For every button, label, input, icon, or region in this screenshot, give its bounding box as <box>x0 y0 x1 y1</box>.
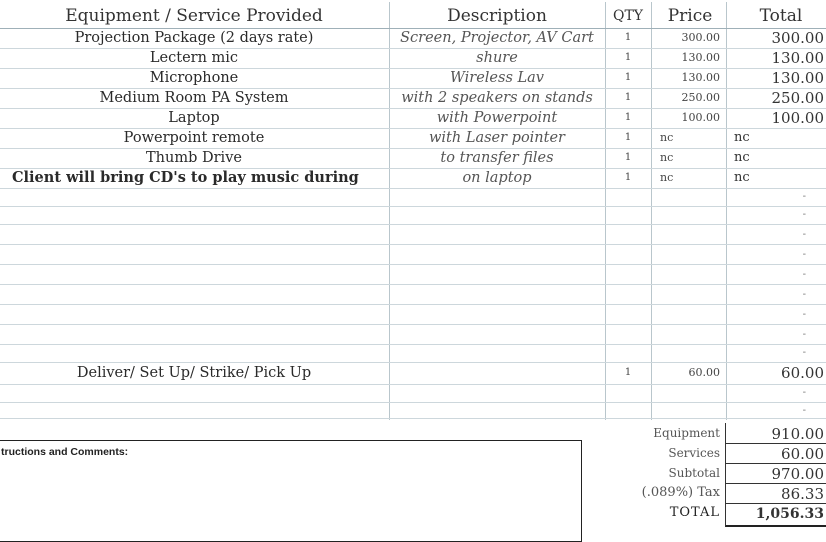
qty-cell: 1 <box>624 72 632 83</box>
description-cell: on laptop <box>462 170 532 186</box>
description-cell: with Powerpoint <box>436 110 558 126</box>
price-cell: nc <box>660 171 674 184</box>
price-cell: nc <box>660 131 674 144</box>
description-cell: shure <box>476 50 518 66</box>
total-cell: nc <box>734 170 750 185</box>
table-row <box>0 108 826 128</box>
row-rule <box>0 402 826 403</box>
price-cell: 130.00 <box>681 71 720 84</box>
empty-total-dash: - <box>802 191 806 202</box>
empty-total-dash: - <box>802 229 806 240</box>
price-cell: 300.00 <box>681 31 720 44</box>
price-cell: 100.00 <box>681 111 720 124</box>
row-rule <box>0 384 826 385</box>
qty-cell: 1 <box>624 32 632 43</box>
header-price: Price <box>667 6 713 26</box>
table-row <box>0 128 826 148</box>
description-cell: to transfer files <box>440 150 554 166</box>
qty-cell: 1 <box>624 132 632 143</box>
header-qty: QTY <box>612 8 644 24</box>
equipment-value: 910.00 <box>771 425 824 443</box>
row-rule <box>0 188 826 189</box>
row-rule <box>0 418 826 419</box>
item-cell: Thumb Drive <box>146 150 242 166</box>
total-cell: 300.00 <box>771 29 824 47</box>
subtotal-value: 970.00 <box>771 465 824 483</box>
empty-total-dash: - <box>802 309 806 320</box>
comments-box <box>0 440 582 542</box>
row-rule <box>0 284 826 285</box>
qty-cell: 1 <box>624 112 632 123</box>
description-cell: with 2 speakers on stands <box>401 90 593 106</box>
row-rule <box>0 344 826 345</box>
row-rule <box>0 244 826 245</box>
empty-total-dash: - <box>802 289 806 300</box>
service-row <box>0 363 826 383</box>
item-cell: Microphone <box>149 70 239 86</box>
row-rule <box>0 304 826 305</box>
header-description: Description <box>447 6 547 26</box>
subtotal-label: Subtotal <box>668 466 720 480</box>
row-rule <box>0 264 826 265</box>
table-row <box>0 148 826 168</box>
empty-total-dash: - <box>802 347 806 358</box>
table-row <box>0 28 826 48</box>
services-label: Services <box>668 446 720 460</box>
header-item: Equipment / Service Provided <box>65 6 323 26</box>
row-rule <box>0 224 826 225</box>
price-cell: 130.00 <box>681 51 720 64</box>
empty-total-dash: - <box>802 329 806 340</box>
total-cell: 130.00 <box>771 49 824 67</box>
empty-total-dash: - <box>802 249 806 260</box>
row-rule <box>0 206 826 207</box>
item-cell: Medium Room PA System <box>99 90 289 106</box>
item-cell: Lectern mic <box>149 50 239 66</box>
total-cell: 100.00 <box>771 109 824 127</box>
empty-total-dash: - <box>802 209 806 220</box>
price-cell: nc <box>660 151 674 164</box>
table-row <box>0 168 826 188</box>
description-cell: Screen, Projector, AV Cart <box>400 30 594 46</box>
comments-label: tructions and Comments: <box>1 446 129 458</box>
price-cell: 60.00 <box>688 366 720 379</box>
item-cell: Laptop <box>168 110 220 126</box>
price-cell: 250.00 <box>681 91 720 104</box>
qty-cell: 1 <box>624 152 632 163</box>
header-total: Total <box>759 6 803 26</box>
empty-total-dash: - <box>802 387 806 398</box>
table-row <box>0 68 826 88</box>
qty-cell: 1 <box>624 92 632 103</box>
item-cell: Powerpoint remote <box>123 130 265 146</box>
qty-cell: 1 <box>624 172 632 183</box>
total-cell: 60.00 <box>781 364 824 382</box>
item-cell: Client will bring CD's to play music during <box>12 169 359 186</box>
empty-total-dash: - <box>802 405 806 416</box>
description-cell: with Laser pointer <box>429 130 565 146</box>
qty-cell: 1 <box>624 367 632 378</box>
qty-cell: 1 <box>624 52 632 63</box>
tax-value: 86.33 <box>781 485 824 503</box>
service-item-cell: Deliver/ Set Up/ Strike/ Pick Up <box>76 365 312 381</box>
total-cell: nc <box>734 130 750 145</box>
table-row <box>0 48 826 68</box>
grand-total-value: 1,056.33 <box>755 506 824 522</box>
equipment-label: Equipment <box>653 426 720 440</box>
table-row <box>0 88 826 108</box>
total-cell: 250.00 <box>771 89 824 107</box>
grand-total-label: TOTAL <box>669 505 720 520</box>
services-value: 60.00 <box>781 445 824 463</box>
empty-total-dash: - <box>802 269 806 280</box>
row-rule <box>0 324 826 325</box>
total-cell: nc <box>734 150 750 165</box>
description-cell: Wireless Lav <box>450 70 544 86</box>
total-cell: 130.00 <box>771 69 824 87</box>
tax-label: (.089%) Tax <box>641 485 720 500</box>
item-cell: Projection Package (2 days rate) <box>74 30 314 46</box>
